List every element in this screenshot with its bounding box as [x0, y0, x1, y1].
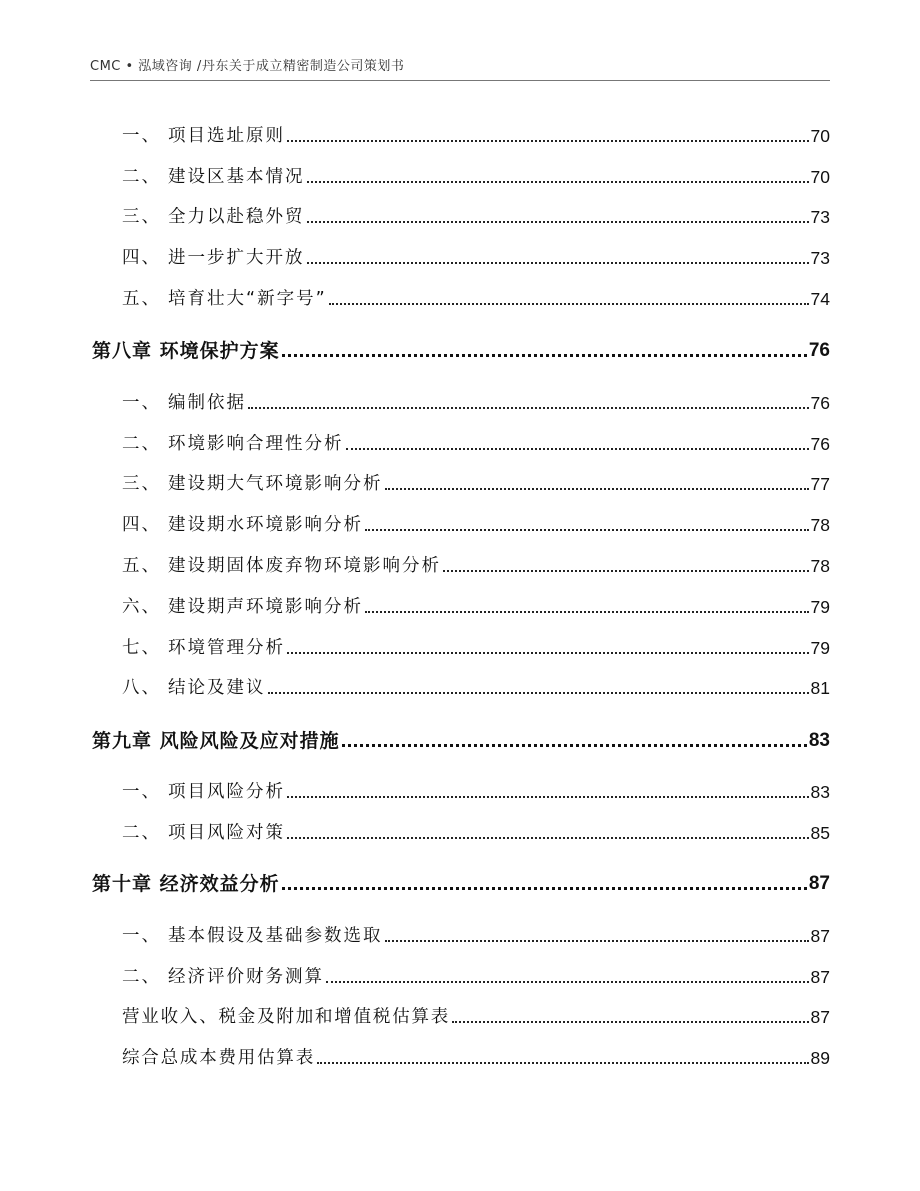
toc-entry[interactable]: [90, 389, 830, 415]
toc-entry-page: 74: [810, 289, 830, 309]
toc-entry-page: 78: [810, 515, 830, 535]
toc-chapter[interactable]: [90, 337, 830, 363]
toc-chapter-title: 第十章 经济效益分析: [92, 873, 280, 895]
dot-leader: [307, 261, 809, 264]
toc-entry-page: 87: [810, 967, 830, 987]
toc-entry-page: 81: [810, 678, 830, 698]
toc-entry-title: 建设期声环境影响分析: [168, 597, 363, 617]
toc-entry-page: 89: [810, 1048, 830, 1068]
toc-entry[interactable]: [90, 922, 830, 948]
dot-leader: [268, 691, 809, 694]
dot-leader: [307, 220, 809, 223]
toc-entry-number: 一、: [122, 126, 161, 146]
toc-entry-number: 一、: [122, 393, 161, 413]
toc-entry[interactable]: [90, 470, 830, 496]
toc-entry-title: 进一步扩大开放: [168, 248, 305, 268]
dot-leader: [443, 569, 809, 572]
toc-entry-title: 建设期水环境影响分析: [168, 515, 363, 535]
toc-entry-title: 建设区基本情况: [168, 167, 305, 187]
toc-entry[interactable]: [90, 674, 830, 700]
toc-entry-page: 73: [810, 207, 830, 227]
toc-entry-number: 五、: [122, 556, 161, 576]
toc-entry-number: 二、: [122, 823, 161, 843]
toc-entry-page: 87: [810, 1007, 830, 1027]
toc-entry-number: 三、: [122, 474, 161, 494]
toc-entry-number: 三、: [122, 207, 161, 227]
toc-entry[interactable]: [90, 203, 830, 229]
dot-leader: [287, 795, 809, 798]
toc-entry-number: 五、: [122, 289, 161, 309]
toc-chapter-page: 76: [808, 340, 830, 361]
toc-entry-title: 项目风险分析: [168, 782, 285, 802]
toc-chapter-title: 第八章 环境保护方案: [92, 340, 280, 362]
toc-entry-title: 培育壮大“新字号”: [168, 289, 327, 309]
toc-entry[interactable]: [90, 1044, 830, 1070]
toc-entry-number: 二、: [122, 967, 161, 987]
toc-entry-page: 79: [810, 638, 830, 658]
toc-entry-title: 建设期固体废弃物环境影响分析: [168, 556, 441, 576]
toc-entry-page: 77: [810, 474, 830, 494]
toc-entry[interactable]: [90, 430, 830, 456]
toc-entry-number: 二、: [122, 167, 161, 187]
toc-entry-page: 73: [810, 248, 830, 268]
dot-leader: [282, 886, 807, 890]
toc-entry-title: 经济评价财务测算: [168, 967, 324, 987]
dot-leader: [326, 980, 809, 983]
dot-leader: [346, 447, 809, 450]
toc-entry-title: 建设期大气环境影响分析: [168, 474, 383, 494]
dot-leader: [282, 353, 807, 357]
toc-entry[interactable]: [90, 778, 830, 804]
toc-entry-page: 70: [810, 167, 830, 187]
dot-leader: [287, 139, 809, 142]
dot-leader: [452, 1020, 808, 1023]
toc-entry[interactable]: [90, 163, 830, 189]
dot-leader: [317, 1061, 809, 1064]
toc-entry[interactable]: [90, 511, 830, 537]
toc-entry-title: 项目风险对策: [168, 823, 285, 843]
toc-entry[interactable]: [90, 122, 830, 148]
toc-entry[interactable]: [90, 819, 830, 845]
dot-leader: [385, 487, 809, 490]
toc-entry-title: 结论及建议: [168, 678, 266, 698]
toc-entry[interactable]: [90, 634, 830, 660]
toc-chapter-page: 83: [808, 730, 830, 751]
toc-entry-number: 一、: [122, 782, 161, 802]
toc-entry[interactable]: [90, 963, 830, 989]
toc-entry-page: 83: [810, 782, 830, 802]
toc-entry-title: 环境管理分析: [168, 638, 285, 658]
dot-leader: [342, 743, 807, 747]
toc-entry-title: 项目选址原则: [168, 126, 285, 146]
header-divider: [90, 80, 830, 81]
toc-entry[interactable]: [90, 1003, 830, 1029]
dot-leader: [365, 610, 809, 613]
toc-entry-number: 八、: [122, 678, 161, 698]
toc-chapter[interactable]: [90, 870, 830, 896]
dot-leader: [307, 180, 809, 183]
toc-chapter-page: 87: [808, 873, 830, 894]
toc-entry-title: 综合总成本费用估算表: [122, 1048, 315, 1068]
toc-entry-page: 85: [810, 823, 830, 843]
toc-entry-number: 六、: [122, 597, 161, 617]
toc-entry-number: 二、: [122, 434, 161, 454]
page-header: CMC • 泓域咨询 /丹东关于成立精密制造公司策划书: [90, 59, 405, 74]
toc-entry-page: 76: [810, 434, 830, 454]
dot-leader: [329, 302, 809, 305]
toc-entry-page: 79: [810, 597, 830, 617]
toc-entry-number: 七、: [122, 638, 161, 658]
dot-leader: [385, 939, 809, 942]
dot-leader: [365, 528, 809, 531]
toc-entry-page: 78: [810, 556, 830, 576]
dot-leader: [248, 406, 809, 409]
toc-entry[interactable]: [90, 244, 830, 270]
toc-entry-title: 营业收入、税金及附加和增值税估算表: [122, 1007, 451, 1027]
toc-entry-page: 87: [810, 926, 830, 946]
toc-entry-number: 四、: [122, 248, 161, 268]
toc-entry-title: 环境影响合理性分析: [168, 434, 344, 454]
toc-entry-title: 编制依据: [168, 393, 246, 413]
toc-chapter-title: 第九章 风险风险及应对措施: [92, 730, 340, 752]
toc-entry-page: 76: [810, 393, 830, 413]
toc-entry-page: 70: [810, 126, 830, 146]
dot-leader: [287, 836, 809, 839]
dot-leader: [287, 651, 809, 654]
toc-entry-number: 四、: [122, 515, 161, 535]
toc-chapter[interactable]: [90, 727, 830, 753]
toc-entry[interactable]: [90, 593, 830, 619]
toc-entry-title: 全力以赴稳外贸: [168, 207, 305, 227]
toc-entry-number: 一、: [122, 926, 161, 946]
toc-entry[interactable]: [90, 552, 830, 578]
toc-entry-title: 基本假设及基础参数选取: [168, 926, 383, 946]
toc-entry[interactable]: [90, 285, 830, 311]
